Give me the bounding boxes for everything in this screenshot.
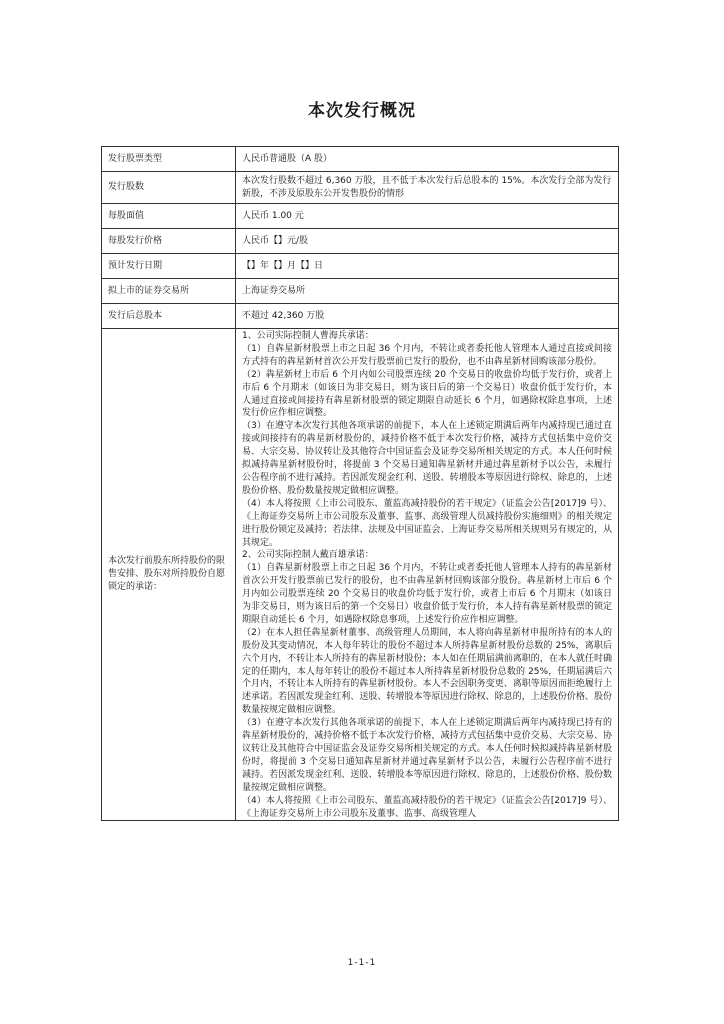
commitment-paragraph: （1）自犇星新材股票上市之日起 36 个月内，不转让或者委托他人管理本人通过直接或间接方式持有的犇星新材首次公开发行股票前已发行的股份，也不由犇星新材回购该部分股份。 <box>242 343 612 367</box>
commitment-paragraph: 1、公司实际控制人曹海兵承诺： <box>242 331 374 341</box>
page-title: 本次发行概况 <box>308 101 416 121</box>
offering-overview-table <box>101 146 619 821</box>
row-value: 人民币普通股（A 股） <box>236 147 619 172</box>
commitment-paragraph: （2）在本人担任犇星新材董事、高级管理人员期间，本人将向犇星新材申报所持有的本人的股份及其变动情况，本人每年转让的股份不超过本人所持犇星新材股份总数的 25%，离职后六个月内，不转让本人所持有的犇星新材股份；本人如在任期届满前离职的，在本人就任时确定的任期内，本人每年转让的股份不超过本人所持犇星新材股份总数的 25%，任期届满后六个月内，不转让本人所持有的犇星新材股份。本人不会因职务变更、离职等原因而拒绝履行上述承诺。若因派发现金红利、送股、转增股本等原因进行除权、除息的，上述股份价格、股份数量按规定做相应调整。 <box>242 627 612 716</box>
commitment-label: 本次发行前股东所持股份的限售安排、股东对所持股份自愿锁定的承诺： <box>102 329 236 821</box>
commitment-text <box>236 329 619 821</box>
commitment-paragraph: （1）自犇星新材股票上市之日起 36 个月内，不转让或者委托他人管理本人持有的犇星新材首次公开发行股票前已发行的股份，也不由犇星新材回购该部分股份。犇星新材上市后 6 个月内如公司股票连续 20 个交易日的收盘价均低于发行价，或者上市后 6 个月期末（如该日为非交易日，则为该日后的第一个交易日）收盘价低于发行价，本人持有犇星新材股票的锁定期限自动延长 6 个月，如遇除权除息事项，上述发行价应作相应调整。 <box>242 563 612 625</box>
table-row <box>102 254 619 279</box>
row-label: 发行股票类型 <box>102 147 236 172</box>
commitment-paragraph: （4）本人将按照《上市公司股东、董监高减持股份的若干规定》（证监会公告[2017]9 号）、《上海证券交易所上市公司股东及董事、监事、高级管理人 <box>242 795 612 819</box>
table-row-commitment <box>102 329 619 821</box>
page-number: 1-1-1 <box>347 958 377 968</box>
table-row <box>102 172 619 204</box>
commitment-paragraph: （4）本人将按照《上市公司股东、董监高减持股份的若干规定》（证监会公告[2017]9 号）、《上海证券交易所上市公司股东及董事、监事、高级管理人员减持股份实施细则》的相关规定进行股份锁定及减持；若法律、法规及中国证监会、上海证券交易所相关规则另有规定的，从其规定。 <box>242 498 612 548</box>
table-row <box>102 229 619 254</box>
table-row <box>102 304 619 329</box>
row-value: 上海证券交易所 <box>236 279 619 304</box>
row-label: 发行后总股本 <box>102 304 236 329</box>
table-row <box>102 279 619 304</box>
commitment-paragraph: （2）犇星新材上市后 6 个月内如公司股票连续 20 个交易日的收盘价均低于发行价，或者上市后 6 个月期末（如该日为非交易日，则为该日后的第一个交易日）收盘价低于发行价，本人通过直接或间接持有犇星新材股票的锁定期限自动延长 6 个月，如遇除权除息事项，上述发行价应作相应调整。 <box>242 369 612 419</box>
row-value: 本次发行股数不超过 6,360 万股，且不低于本次发行后总股本的 15%。本次发行全部为发行新股，不涉及原股东公开发售股份的情形 <box>236 172 619 204</box>
row-value: 人民币 1.00 元 <box>236 204 619 229</box>
row-label: 发行股数 <box>102 172 236 204</box>
table-row <box>102 204 619 229</box>
row-label: 拟上市的证券交易所 <box>102 279 236 304</box>
table-row <box>102 147 619 172</box>
row-label: 每股面值 <box>102 204 236 229</box>
row-value: 【】年【】月【】日 <box>236 254 619 279</box>
commitment-paragraph: （3）在遵守本次发行其他各项承诺的前提下，本人在上述锁定期满后两年内减持现已持有的犇星新材股份的，减持价格不低于本次发行价格，减持方式包括集中竞价交易、大宗交易、协议转让及其他符合中国证监会及证券交易所相关规定的方式。本人任何时候拟减持犇星新材股份时，将提前 3 个交易日通知犇星新材并通过犇星新材予以公告，未履行公告程序前不进行减持。若因派发现金红利、送股、转增股本等原因进行除权、除息的，上述股份价格、股份数量按规定做相应调整。 <box>242 718 612 793</box>
commitment-paragraph: （3）在遵守本次发行其他各项承诺的前提下，本人在上述锁定期满后两年内减持现已通过直接或间接持有的犇星新材股份的，减持价格不低于本次发行价格，减持方式包括集中竞价交易、大宗交易、协议转让及其他符合中国证监会及证券交易所相关规定的方式。本人任何时候拟减持犇星新材股份时，将提前 3 个交易日通知犇星新材并通过犇星新材予以公告，未履行公告程序前不进行减持。若因派发现金红利、送股、转增股本等原因进行除权、除息的，上述股份价格、股份数量按规定做相应调整。 <box>242 421 612 496</box>
row-value: 不超过 42,360 万股 <box>236 304 619 329</box>
row-label: 每股发行价格 <box>102 229 236 254</box>
row-value: 人民币【】元/股 <box>236 229 619 254</box>
commitment-paragraph: 2、公司实际控制人戴百雄承诺： <box>242 550 374 561</box>
row-label: 预计发行日期 <box>102 254 236 279</box>
